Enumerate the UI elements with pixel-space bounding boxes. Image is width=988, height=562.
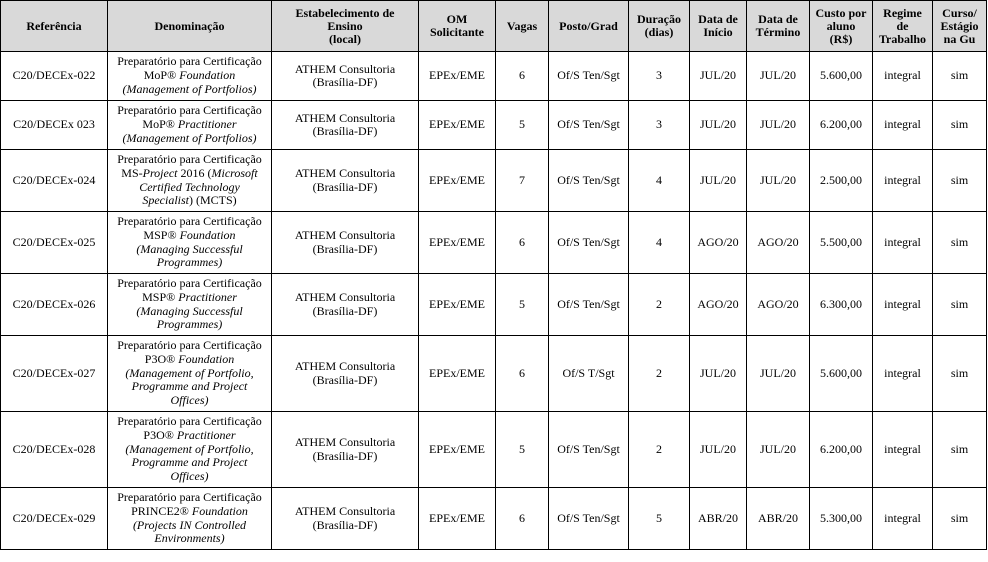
denominacao-segment: Preparatório para Certificação xyxy=(117,338,262,353)
cell-termino: ABR/20 xyxy=(747,488,810,550)
denominacao-line xyxy=(110,532,269,546)
header-posto-grad: Posto/Grad xyxy=(549,1,629,52)
denominacao-line xyxy=(110,243,269,257)
cell-inicio: JUL/20 xyxy=(690,150,747,212)
denominacao-segment: (Management of Portfolio, xyxy=(125,441,254,456)
cell-inicio: JUL/20 xyxy=(690,336,747,412)
denominacao-segment: Preparatório para Certificação xyxy=(117,276,262,291)
cell-om: EPEx/EME xyxy=(419,488,496,550)
cell-duracao: 4 xyxy=(629,150,690,212)
denominacao-segment: Foundation xyxy=(178,351,235,366)
cell-estabelecimento xyxy=(272,212,419,274)
denominacao-segment: Preparatório para Certificação xyxy=(117,214,262,229)
cell-custo: 6.200,00 xyxy=(810,412,873,488)
cell-duracao: 3 xyxy=(629,52,690,101)
header-row xyxy=(1,1,987,52)
denominacao-segment: Foundation xyxy=(191,503,248,518)
cell-custo: 6.200,00 xyxy=(810,101,873,150)
cell-duracao: 2 xyxy=(629,336,690,412)
cell-inicio: JUL/20 xyxy=(690,52,747,101)
cell-posto: Of/S Ten/Sgt xyxy=(549,412,629,488)
cell-posto: Of/S Ten/Sgt xyxy=(549,101,629,150)
estabelecimento-line: ATHEM Consultoria xyxy=(294,166,396,180)
cell-curso: sim xyxy=(933,101,987,150)
header-custo: Custo por aluno (R$) xyxy=(810,1,873,52)
header-curso-estagio: Curso/ Estágio na Gu xyxy=(933,1,987,52)
cell-om: EPEx/EME xyxy=(419,274,496,336)
cell-regime: integral xyxy=(873,336,933,412)
cell-termino: JUL/20 xyxy=(747,150,810,212)
cell-referencia: C20/DECEx-027 xyxy=(1,336,108,412)
cell-custo: 5.300,00 xyxy=(810,488,873,550)
cell-referencia: C20/DECEx 023 xyxy=(1,101,108,150)
denominacao-line xyxy=(110,429,269,443)
denominacao-line xyxy=(110,83,269,97)
header-regime: Regime de Trabalho xyxy=(873,1,933,52)
cell-curso: sim xyxy=(933,412,987,488)
cell-posto: Of/S T/Sgt xyxy=(549,336,629,412)
cell-duracao: 4 xyxy=(629,212,690,274)
denominacao-line xyxy=(110,380,269,394)
denominacao-segment: MSP® xyxy=(143,227,180,242)
cell-custo: 5.600,00 xyxy=(810,52,873,101)
cell-den xyxy=(108,52,272,101)
estabelecimento-line: (Brasília-DF) xyxy=(312,124,378,138)
denominacao-line xyxy=(110,69,269,83)
cell-termino: JUL/20 xyxy=(747,52,810,101)
cell-curso: sim xyxy=(933,52,987,101)
denominacao-segment: ) (MCTS) xyxy=(189,193,237,208)
cell-vagas: 7 xyxy=(496,150,549,212)
denominacao-segment: Practitioner xyxy=(176,427,236,442)
cell-den xyxy=(108,150,272,212)
header-data-inicio: Data de Início xyxy=(690,1,747,52)
cell-regime: integral xyxy=(873,150,933,212)
denominacao-line xyxy=(110,353,269,367)
denominacao-segment: Preparatório para Certificação xyxy=(117,490,262,505)
cell-om: EPEx/EME xyxy=(419,150,496,212)
cell-den xyxy=(108,212,272,274)
denominacao-segment: Environments) xyxy=(154,531,225,546)
denominacao-line xyxy=(110,415,269,429)
denominacao-line xyxy=(110,305,269,319)
estabelecimento-line: (Brasília-DF) xyxy=(312,179,378,194)
cell-vagas: 6 xyxy=(496,336,549,412)
denominacao-line xyxy=(110,215,269,229)
header-denominacao: Denominação xyxy=(108,1,272,52)
header-estabelecimento: Estabelecimento de Ensino (local) xyxy=(272,1,419,52)
cell-curso: sim xyxy=(933,150,987,212)
denominacao-segment: (Managing Successful xyxy=(136,241,243,256)
denominacao-segment: Practitioner xyxy=(177,117,237,132)
denominacao-line xyxy=(110,167,269,181)
cell-inicio: JUL/20 xyxy=(690,101,747,150)
denominacao-line xyxy=(110,181,269,195)
estabelecimento-line: (Brasília-DF) xyxy=(312,303,378,318)
cell-den xyxy=(108,274,272,336)
denominacao-line xyxy=(110,118,269,132)
denominacao-line xyxy=(110,153,269,167)
cell-vagas: 6 xyxy=(496,212,549,274)
table-row xyxy=(1,212,987,274)
cell-vagas: 6 xyxy=(496,52,549,101)
cell-vagas: 5 xyxy=(496,101,549,150)
estabelecimento-line: (Brasília-DF) xyxy=(312,448,378,463)
denominacao-segment: Programme and Project xyxy=(131,379,248,394)
denominacao-segment: Programmes) xyxy=(156,255,223,270)
cell-om: EPEx/EME xyxy=(419,212,496,274)
denominacao-segment: Foundation xyxy=(179,68,236,83)
cell-termino: JUL/20 xyxy=(747,412,810,488)
cell-custo: 6.300,00 xyxy=(810,274,873,336)
cell-termino: AGO/20 xyxy=(747,212,810,274)
cell-estabelecimento xyxy=(272,52,419,101)
denominacao-segment: Practitioner xyxy=(178,289,237,304)
cell-om: EPEx/EME xyxy=(419,336,496,412)
denominacao-segment: 2016 ( xyxy=(177,165,212,180)
cell-referencia: C20/DECEx-026 xyxy=(1,274,108,336)
cell-custo: 5.600,00 xyxy=(810,336,873,412)
estabelecimento-line: ATHEM Consultoria xyxy=(294,61,396,76)
cell-termino: JUL/20 xyxy=(747,336,810,412)
cell-posto: Of/S Ten/Sgt xyxy=(549,52,629,101)
denominacao-line xyxy=(110,256,269,270)
denominacao-segment: (Management of Portfolios) xyxy=(122,81,257,96)
denominacao-segment: (Managing Successful xyxy=(136,303,243,318)
cell-den xyxy=(108,101,272,150)
denominacao-line xyxy=(110,194,269,208)
cell-termino: JUL/20 xyxy=(747,101,810,150)
estabelecimento-line: ATHEM Consultoria xyxy=(294,228,396,242)
cell-curso: sim xyxy=(933,488,987,550)
estabelecimento-line: (Brasília-DF) xyxy=(312,241,378,256)
denominacao-segment: Offices) xyxy=(170,469,209,484)
cell-om: EPEx/EME xyxy=(419,52,496,101)
header-data-termino: Data de Término xyxy=(747,1,810,52)
denominacao-segment: Certified Technology xyxy=(139,179,240,194)
header-vagas: Vagas xyxy=(496,1,549,52)
denominacao-segment: MS- xyxy=(121,165,143,180)
cell-curso: sim xyxy=(933,336,987,412)
denominacao-line xyxy=(110,229,269,243)
cell-posto: Of/S Ten/Sgt xyxy=(549,212,629,274)
cell-curso: sim xyxy=(933,212,987,274)
table-row xyxy=(1,412,987,488)
cell-posto: Of/S Ten/Sgt xyxy=(549,274,629,336)
estabelecimento-line: (Brasília-DF) xyxy=(312,372,378,387)
denominacao-line xyxy=(110,277,269,291)
cell-inicio: ABR/20 xyxy=(690,488,747,550)
cell-vagas: 5 xyxy=(496,412,549,488)
denominacao-line xyxy=(110,291,269,305)
cell-regime: integral xyxy=(873,488,933,550)
denominacao-line xyxy=(110,519,269,533)
cell-referencia: C20/DECEx-024 xyxy=(1,150,108,212)
cell-duracao: 5 xyxy=(629,488,690,550)
denominacao-segment: Programmes) xyxy=(156,317,223,332)
denominacao-segment: Preparatório para Certificação xyxy=(117,103,262,118)
cell-referencia: C20/DECEx-028 xyxy=(1,412,108,488)
cell-vagas: 6 xyxy=(496,488,549,550)
denominacao-line xyxy=(110,104,269,118)
cell-referencia: C20/DECEx-029 xyxy=(1,488,108,550)
denominacao-line xyxy=(110,367,269,381)
cell-regime: integral xyxy=(873,212,933,274)
denominacao-segment: P3O® xyxy=(144,351,179,366)
cell-regime: integral xyxy=(873,52,933,101)
cell-posto: Of/S Ten/Sgt xyxy=(549,488,629,550)
cell-custo: 5.500,00 xyxy=(810,212,873,274)
estabelecimento-line: (Brasília-DF) xyxy=(312,75,378,89)
header-duracao: Duração (dias) xyxy=(629,1,690,52)
header-om-solicitante: OM Solicitante xyxy=(419,1,496,52)
cell-curso: sim xyxy=(933,274,987,336)
cell-duracao: 3 xyxy=(629,101,690,150)
cell-inicio: AGO/20 xyxy=(690,274,747,336)
denominacao-segment: Preparatório para Certificação xyxy=(117,414,262,429)
cell-regime: integral xyxy=(873,101,933,150)
denominacao-segment: MoP® xyxy=(143,68,180,83)
estabelecimento-line: ATHEM Consultoria xyxy=(294,504,396,518)
denominacao-line xyxy=(110,55,269,69)
denominacao-line xyxy=(110,491,269,505)
estabelecimento-line: ATHEM Consultoria xyxy=(294,435,396,449)
denominacao-line xyxy=(110,443,269,457)
denominacao-segment: MSP® xyxy=(142,289,179,304)
cell-estabelecimento xyxy=(272,412,419,488)
denominacao-line xyxy=(110,394,269,408)
cell-regime: integral xyxy=(873,412,933,488)
cell-om: EPEx/EME xyxy=(419,412,496,488)
cell-den xyxy=(108,412,272,488)
table-row xyxy=(1,336,987,412)
cell-den xyxy=(108,336,272,412)
cell-estabelecimento xyxy=(272,150,419,212)
header-referencia: Referência xyxy=(1,1,108,52)
estabelecimento-line: ATHEM Consultoria xyxy=(294,359,396,373)
cell-regime: integral xyxy=(873,274,933,336)
table-row xyxy=(1,101,987,150)
cell-duracao: 2 xyxy=(629,412,690,488)
denominacao-segment: Offices) xyxy=(170,393,209,408)
denominacao-segment: (Management of Portfolio, xyxy=(125,365,254,380)
denominacao-segment: (Management of Portfolios) xyxy=(122,130,257,145)
table-row xyxy=(1,150,987,212)
denominacao-segment: Foundation xyxy=(179,227,236,242)
table-row xyxy=(1,274,987,336)
cell-den xyxy=(108,488,272,550)
denominacao-line xyxy=(110,456,269,470)
estabelecimento-line: (Brasília-DF) xyxy=(312,517,378,532)
table-row xyxy=(1,52,987,101)
cell-estabelecimento xyxy=(272,101,419,150)
cell-estabelecimento xyxy=(272,274,419,336)
cell-inicio: AGO/20 xyxy=(690,212,747,274)
denominacao-line xyxy=(110,318,269,332)
cell-posto: Of/S Ten/Sgt xyxy=(549,150,629,212)
cell-referencia: C20/DECEx-025 xyxy=(1,212,108,274)
estabelecimento-line: ATHEM Consultoria xyxy=(294,290,396,304)
cell-referencia: C20/DECEx-022 xyxy=(1,52,108,101)
table-row xyxy=(1,488,987,550)
denominacao-line xyxy=(110,339,269,353)
denominacao-segment: Programme and Project xyxy=(131,455,248,470)
denominacao-segment: (Projects IN Controlled xyxy=(132,517,247,532)
denominacao-segment: Preparatório para Certificação xyxy=(117,152,262,167)
denominacao-segment: Project xyxy=(142,165,178,180)
denominacao-segment: Preparatório para Certificação xyxy=(117,54,262,69)
denominacao-segment: Specialist xyxy=(142,193,189,208)
cell-vagas: 5 xyxy=(496,274,549,336)
denominacao-segment: MoP® xyxy=(142,117,178,132)
cell-custo: 2.500,00 xyxy=(810,150,873,212)
denominacao-segment: P3O® xyxy=(143,427,177,442)
table-body xyxy=(1,52,987,550)
cell-duracao: 2 xyxy=(629,274,690,336)
cell-om: EPEx/EME xyxy=(419,101,496,150)
cell-termino: AGO/20 xyxy=(747,274,810,336)
cell-inicio: JUL/20 xyxy=(690,412,747,488)
denominacao-line xyxy=(110,505,269,519)
cell-estabelecimento xyxy=(272,336,419,412)
denominacao-line xyxy=(110,132,269,146)
estabelecimento-line: ATHEM Consultoria xyxy=(294,110,396,125)
denominacao-line xyxy=(110,470,269,484)
denominacao-segment: Microsoft xyxy=(211,165,258,180)
cell-estabelecimento xyxy=(272,488,419,550)
denominacao-segment: PRINCE2® xyxy=(131,503,192,518)
